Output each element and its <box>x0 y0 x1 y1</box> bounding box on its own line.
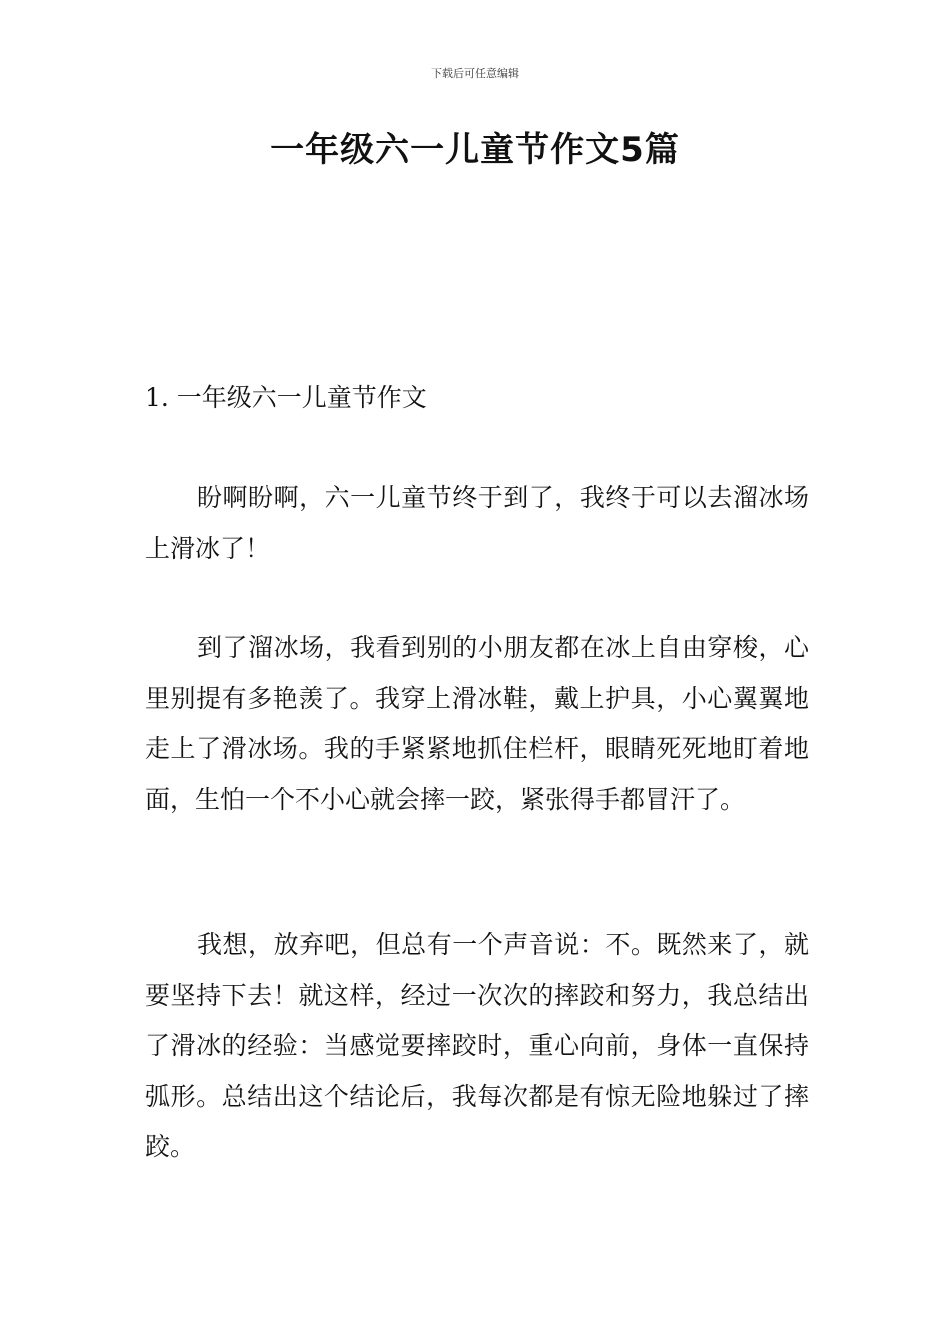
section-heading: 1. 一年级六一儿童节作文 <box>145 383 427 412</box>
paragraph: 盼啊盼啊，六一儿童节终于到了，我终于可以去溜冰场上滑冰了！ <box>145 483 809 563</box>
header-note: 下载后可任意编辑 <box>431 67 519 80</box>
paragraph: 到了溜冰场，我看到别的小朋友都在冰上自由穿梭，心里别提有多艳羡了。我穿上滑冰鞋，戴上护具，小心翼翼地走上了滑冰场。我的手紧紧地抓住栏杆，眼睛死死地盯着地面，生怕一个不小心就会摔一跤，紧张得手都冒汗了。 <box>145 633 809 814</box>
paragraph: 我想，放弃吧，但总有一个声音说：不。既然来了，就要坚持下去！就这样，经过一次次的摔跤和努力，我总结出了滑冰的经验：当感觉要摔跤时，重心向前，身体一直保持弧形。总结出这个结论后，我每次都是有惊无险地躲过了摔跤。 <box>145 930 809 1161</box>
document-title: 一年级六一儿童节作文5篇 <box>270 130 680 170</box>
